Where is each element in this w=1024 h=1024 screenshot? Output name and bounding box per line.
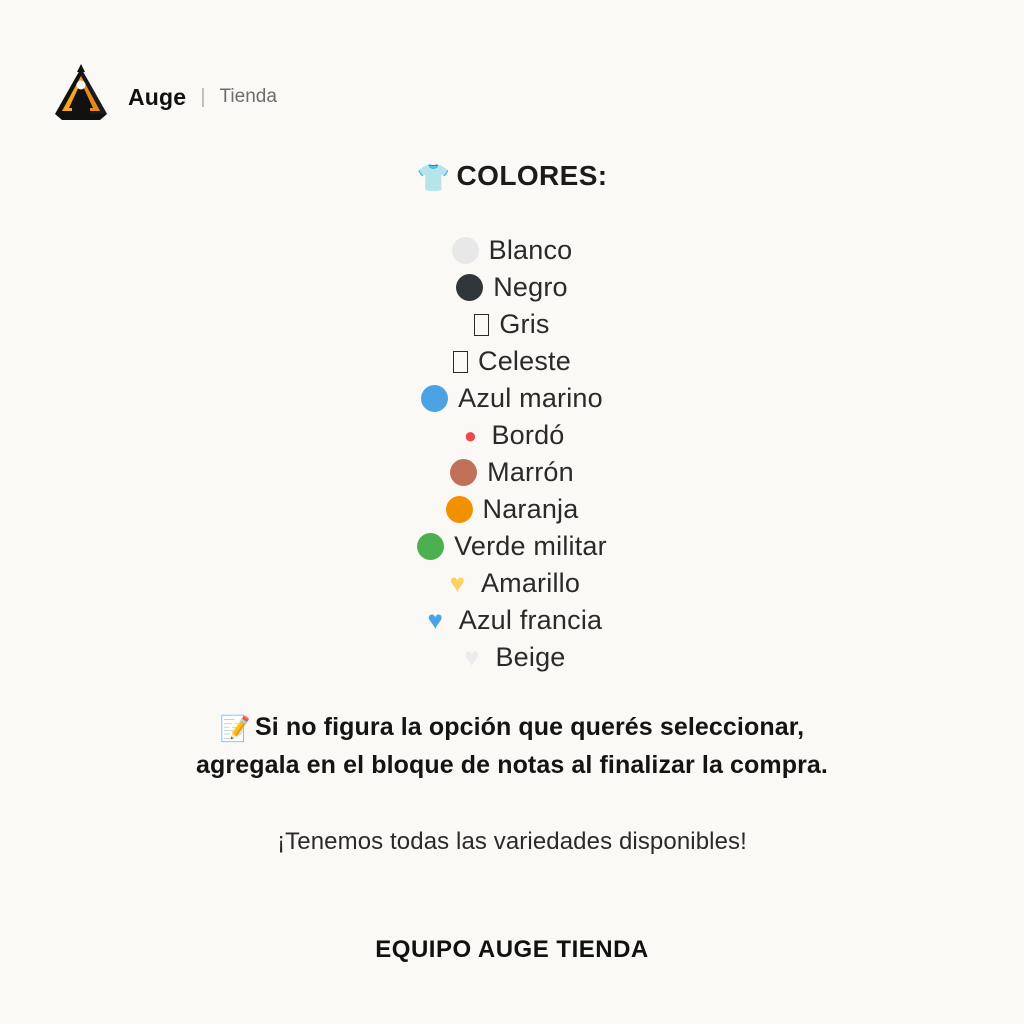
color-swatch xyxy=(452,237,479,264)
color-swatch-heart: ♥ xyxy=(427,605,444,635)
color-swatch xyxy=(421,385,448,412)
color-option-row[interactable] xyxy=(458,639,565,676)
page-title xyxy=(0,160,1024,194)
color-swatch-missing-glyph xyxy=(453,351,468,373)
color-option-label: Bordó xyxy=(491,420,565,450)
color-option-row[interactable] xyxy=(450,454,574,491)
color-option-label: Beige xyxy=(495,642,566,672)
color-swatch xyxy=(446,496,473,523)
color-option-row[interactable] xyxy=(421,380,603,417)
page-title-text: COLORES: xyxy=(456,160,608,191)
color-option-label: Blanco xyxy=(488,235,573,265)
color-swatch-missing-glyph xyxy=(474,314,489,336)
color-option-row[interactable] xyxy=(446,491,579,528)
color-swatch xyxy=(450,459,477,486)
brand-header xyxy=(48,62,277,128)
memo-icon: 📝 xyxy=(219,715,252,743)
color-option-label: Amarillo xyxy=(480,568,581,598)
color-option-row[interactable] xyxy=(422,602,602,639)
color-option-row[interactable] xyxy=(456,269,568,306)
auge-pyramid-logo-icon xyxy=(48,62,114,128)
color-list xyxy=(0,232,1024,676)
color-swatch-heart: ♥ xyxy=(464,642,480,672)
signature: EQUIPO AUGE TIENDA xyxy=(375,936,649,963)
color-option-label: Gris xyxy=(499,309,550,339)
color-option-label: Negro xyxy=(493,272,568,302)
color-option-label: Marrón xyxy=(487,457,574,487)
color-option-label: Celeste xyxy=(478,346,571,376)
brand-name: Auge xyxy=(128,83,187,110)
color-option-label: Verde militar xyxy=(454,531,607,561)
color-swatch xyxy=(417,533,444,560)
color-option-row[interactable] xyxy=(459,417,564,454)
color-swatch xyxy=(456,274,483,301)
color-option-row[interactable] xyxy=(417,528,607,565)
tshirt-icon: 👕 xyxy=(416,163,451,193)
brand-separator: | xyxy=(200,85,206,108)
color-option-label: Naranja xyxy=(482,494,579,524)
note-line-1: Si no figura la opción que querés seleccionar, xyxy=(255,713,805,741)
color-swatch-heart: ♥ xyxy=(449,568,466,598)
color-swatch-drop: ● xyxy=(463,423,478,448)
color-option-label: Azul marino xyxy=(458,383,603,413)
color-option-label: Azul francia xyxy=(458,605,603,635)
color-option-row[interactable] xyxy=(444,565,580,602)
note-block xyxy=(0,710,1024,783)
brand-subtitle: Tienda xyxy=(219,86,277,107)
tagline: ¡Tenemos todas las variedades disponibles! xyxy=(277,828,747,855)
color-option-row[interactable] xyxy=(453,343,571,380)
color-option-row[interactable] xyxy=(474,306,549,343)
color-option-row[interactable] xyxy=(452,232,573,269)
note-line-2: agregala en el bloque de notas al finalizar la compra. xyxy=(196,750,828,779)
brand-text xyxy=(128,84,277,111)
